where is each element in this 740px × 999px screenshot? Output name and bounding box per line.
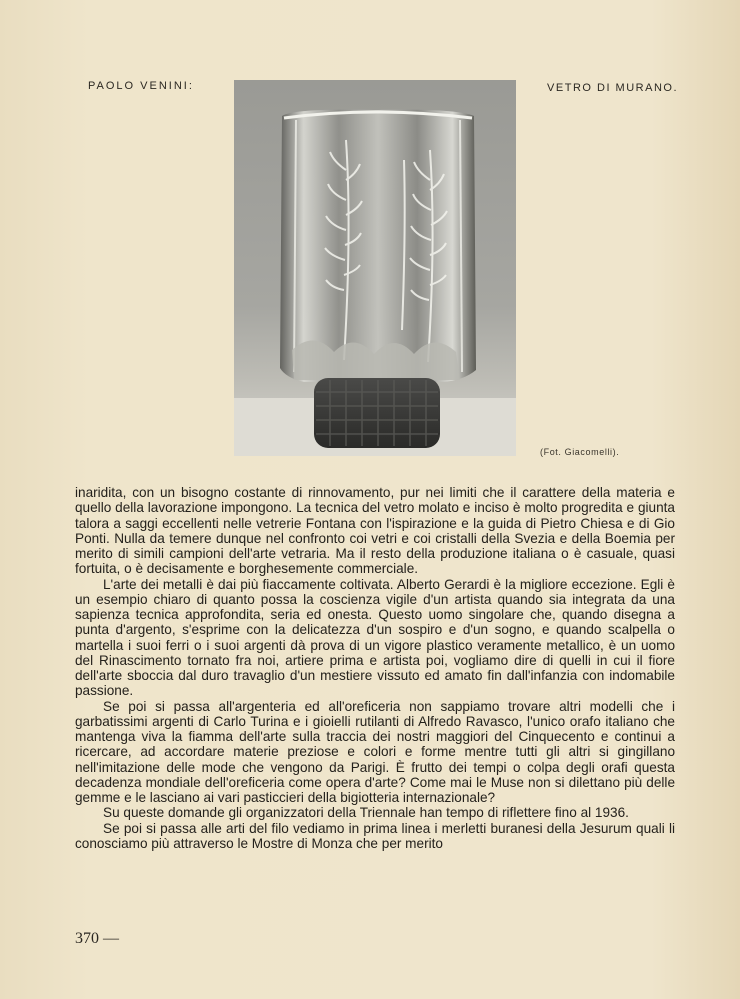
paragraph-5: Se poi si passa alle arti del filo vediamo in prima linea i merletti buranesi della Jesurum quali li conosciamo più attraverso le Mostre di Monza che per merito (75, 820, 675, 851)
article-body (75, 485, 675, 851)
vase-photograph (234, 80, 516, 456)
page-number: 370 — (75, 930, 119, 947)
vase-illustration (234, 80, 516, 456)
running-header-author: PAOLO VENINI: (88, 80, 194, 92)
photo-credit: (Fot. Giacomelli). (540, 447, 620, 457)
paragraph-3: Se poi si passa all'argenteria ed all'oreficeria non sappiamo trovare altri modelli che i garbatissimi argenti di Carlo Turina e i gioielli rutilanti di Alfredo Ravasco, l'unico orafo italiano che mantenga viva la fiamma dell'arte sulla traccia dei nostri maggiori del Cinquecento e continui a ricercare, ad accordare materie preziose e colori e forme mentre tutti gli altri si gingillano nell'imitazione delle mode che vengono da Parigi. È frutto dei tempi o colpa degli orafi questa decadenza mondiale dell'oreficeria come opera d'arte? Come mai le Muse non si dilettano più delle gemme e le lasciano ai vari pasticcieri della bigiotteria internazionale? (75, 698, 675, 805)
paragraph-2: L'arte dei metalli è dai più fiaccamente coltivata. Alberto Gerardi è la migliore eccezione. Egli è un esempio chiaro di quanto possa la coscienza vigile d'un artista quando sia integrata da una sapienza tecnica approfondita, seria ed onesta. Questo uomo singolare che, quando disegna a punta d'argento, s'esprime con la delicatezza d'un sospiro e d'un sogno, e quando scalpella o martella i suoi ferri o i suoi argenti dà prova di un vigore plastico veramente metallico, è un uomo del Rinascimento tornato fra noi, artiere prima e artista poi, vogliamo dire di quelli in cui il fiore dell'arte sboccia dal duro travaglio d'un mestiere vissuto ed amato fin dall'infanzia con indomabile passione. (75, 576, 675, 699)
paragraph-1: inaridita, con un bisogno costante di rinnovamento, pur nei limiti che il carattere della materia e quello della lavorazione impongono. La tecnica del vetro molato e inciso è molto progredita e giunta talora a saggi eccellenti nelle vetrerie Fontana con l'ispirazione e la guida di Pietro Chiesa e di Gio Ponti. Nulla da temere dunque nel confronto coi vetri e coi cristalli della Svezia e della Boemia per merito di simili campioni dell'arte vetraria. Ma il resto della produzione italiana o è casuale, quasi fortuita, o è decisamente e borghesemente commerciale. (75, 485, 675, 577)
running-header-title: VETRO DI MURANO. (547, 82, 678, 94)
paragraph-4: Su queste domande gli organizzatori della Triennale han tempo di riflettere fino al 1936. (103, 805, 629, 821)
